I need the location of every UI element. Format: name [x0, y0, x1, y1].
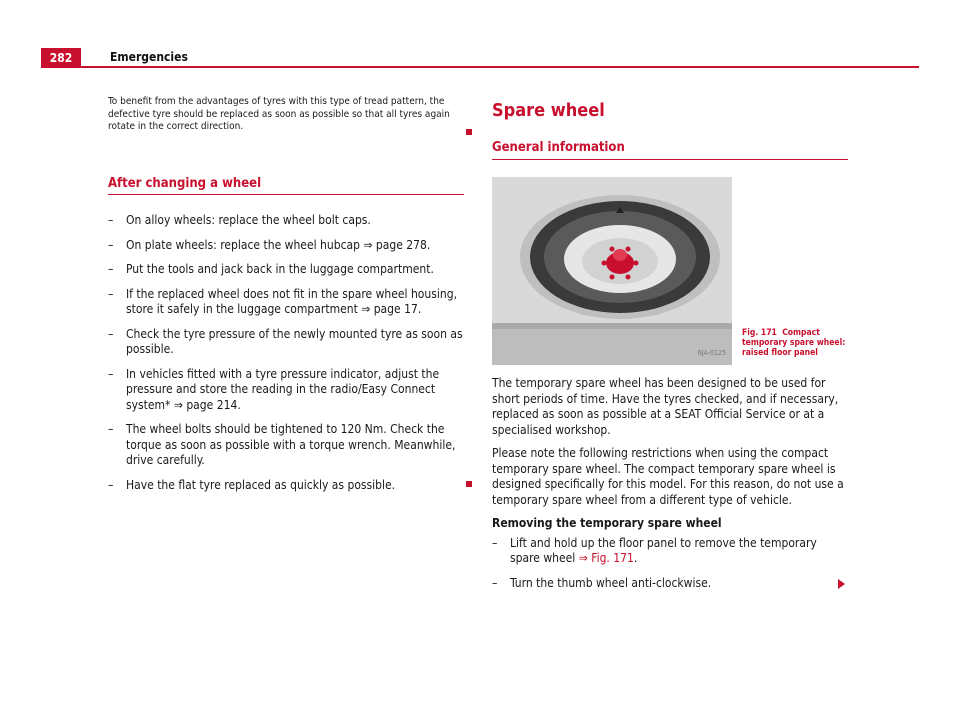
list-item: – Put the tools and jack back in the luggage compartment.	[108, 262, 464, 278]
spare-wheel-figure	[492, 177, 732, 365]
left-column	[108, 96, 464, 502]
step-text: Lift and hold up the floor panel to remove the temporary spare wheel	[510, 535, 817, 565]
figure-caption	[742, 328, 852, 358]
spare-wheel-body	[492, 376, 848, 600]
header-rule	[81, 66, 919, 68]
section-title: Emergencies	[110, 50, 188, 64]
step-end: .	[633, 551, 638, 565]
list-item: – On plate wheels: replace the wheel hubcap ⇒ page 278.	[108, 238, 464, 254]
end-of-section-mark	[466, 129, 472, 135]
list-item	[492, 536, 848, 567]
end-of-section-mark	[466, 481, 472, 487]
list-item: – On alloy wheels: replace the wheel bolt caps.	[108, 213, 464, 229]
page-number: 282	[41, 48, 81, 68]
general-information-heading: General information	[492, 140, 848, 160]
figure-code: 6JA-0125	[697, 348, 726, 357]
removing-heading: Removing the temporary spare wheel	[492, 516, 722, 530]
removing-steps	[492, 536, 848, 592]
list-item: – Check the tyre pressure of the newly mounted tyre as soon as possible.	[108, 327, 464, 358]
list-item: – If the replaced wheel does not fit in the spare wheel housing, store it safely in the luggage compartment ⇒ page 17.	[108, 287, 464, 318]
list-item: – Have the flat tyre replaced as quickly as possible.	[108, 478, 464, 494]
after-changing-heading: After changing a wheel	[108, 176, 464, 196]
list-item: – In vehicles fitted with a tyre pressure indicator, adjust the pressure and store the reading in the radio/Easy Connect system* ⇒ page 214.	[108, 367, 464, 414]
figure-reference-link[interactable]: ⇒ Fig. 171	[578, 551, 634, 565]
list-item: – The wheel bolts should be tightened to 120 Nm. Check the torque as soon as possible with a torque wrench. Meanwhile, drive carefully.	[108, 422, 464, 469]
intro-paragraph: To benefit from the advantages of tyres with this type of tread pattern, the defective tyre should be replaced as soon as possible so that all tyres again rotate in the correct direction.	[108, 96, 450, 132]
list-item: – Turn the thumb wheel anti-clockwise.	[492, 576, 848, 592]
paragraph: The temporary spare wheel has been designed to be used for short periods of time. Have the tyres checked, and if necessary, replaced as soon as possible at a SEAT Official Service or at a specialised workshop.	[492, 376, 839, 437]
spare-wheel-title: Spare wheel	[492, 100, 605, 121]
after-changing-list	[108, 213, 464, 493]
right-column	[492, 100, 848, 590]
paragraph: Please note the following restrictions when using the compact temporary spare wheel. The compact temporary spare wheel is designed specifically for this model. For this reason, do not use a temporary spare wheel from a different type of vehicle.	[492, 446, 844, 507]
continue-arrow-icon	[838, 579, 845, 589]
figure-caption-text: Compact temporary spare wheel: raised floor panel	[742, 328, 846, 358]
figure-label: Fig. 171	[742, 328, 777, 338]
spare-wheel-illustration	[492, 177, 732, 365]
